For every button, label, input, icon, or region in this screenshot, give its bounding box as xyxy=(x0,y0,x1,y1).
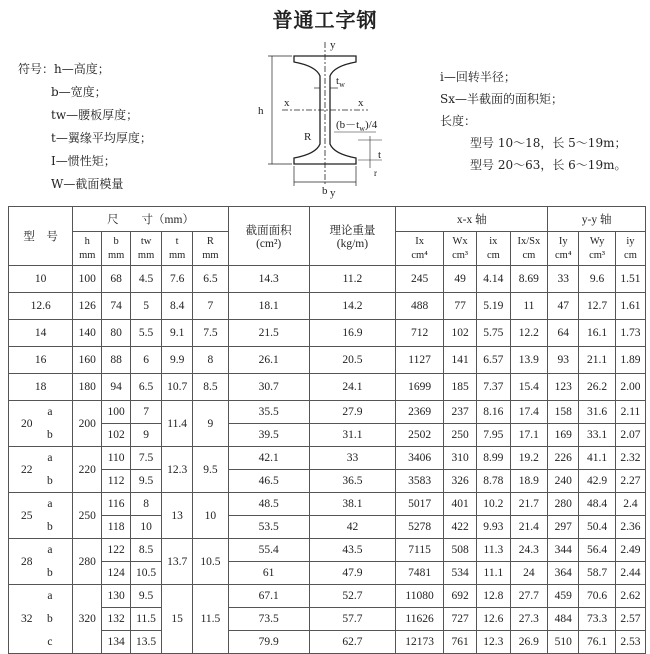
table-cell: 56.4 xyxy=(579,539,616,562)
legend-item: I—惯性矩； xyxy=(51,154,116,168)
table-cell: 7.95 xyxy=(477,424,510,447)
table-cell: 508 xyxy=(443,539,476,562)
table-cell: 7481 xyxy=(396,562,444,585)
header-weight: 理论重量 (kg/m) xyxy=(309,207,396,266)
table-row xyxy=(9,320,646,347)
table-cell: 712 xyxy=(396,320,444,347)
table-cell: 47.9 xyxy=(309,562,396,585)
x-label-right: x xyxy=(358,97,364,109)
table-cell: 32 a b c xyxy=(9,585,73,654)
i-beam-spec-table xyxy=(8,206,646,654)
table-cell: 42.1 xyxy=(228,447,309,470)
header-dimensions: 尺 寸（mm） xyxy=(73,207,228,232)
table-cell: 62.7 xyxy=(309,631,396,654)
table-cell: 422 xyxy=(443,516,476,539)
table-cell: 74 xyxy=(102,293,131,320)
table-cell: 7 xyxy=(131,401,162,424)
table-cell: 2.53 xyxy=(615,631,645,654)
table-cell: 16.9 xyxy=(309,320,396,347)
table-cell: 401 xyxy=(443,493,476,516)
table-row xyxy=(9,470,646,493)
legend-item: t—翼缘平均厚度； xyxy=(51,131,152,145)
table-cell: 16 xyxy=(9,347,73,374)
table-cell: 21.5 xyxy=(228,320,309,347)
table-cell: 39.5 xyxy=(228,424,309,447)
table-cell: 28 a b xyxy=(9,539,73,585)
table-cell: 10 xyxy=(131,516,162,539)
legend-item: Sx—半截面的面积矩； xyxy=(440,92,563,106)
table-cell: 48.4 xyxy=(579,493,616,516)
table-row xyxy=(9,347,646,374)
table-cell: 280 xyxy=(548,493,579,516)
table-cell: 9 xyxy=(193,401,229,447)
table-cell: 42 xyxy=(309,516,396,539)
table-cell: 11626 xyxy=(396,608,444,631)
table-cell: 8.69 xyxy=(510,266,548,293)
table-cell: 459 xyxy=(548,585,579,608)
column-header: Iy cm⁴ xyxy=(548,232,579,266)
column-header: R mm xyxy=(193,232,229,266)
table-cell: 226 xyxy=(548,447,579,470)
x-label-left: x xyxy=(284,97,290,109)
table-cell: 250 xyxy=(73,493,102,539)
table-cell: 53.5 xyxy=(228,516,309,539)
table-cell: 180 xyxy=(73,374,102,401)
table-cell: 33 xyxy=(548,266,579,293)
table-cell: 47 xyxy=(548,293,579,320)
table-cell: 126 xyxy=(73,293,102,320)
i-beam-diagram xyxy=(254,36,404,201)
table-cell: 18 xyxy=(9,374,73,401)
table-row xyxy=(9,516,646,539)
table-cell: 102 xyxy=(102,424,131,447)
table-cell: 132 xyxy=(102,608,131,631)
table-cell: 8.4 xyxy=(162,293,193,320)
table-cell: 12.7 xyxy=(579,293,616,320)
table-cell: 9.1 xyxy=(162,320,193,347)
table-cell: 280 xyxy=(73,539,102,585)
column-header: t mm xyxy=(162,232,193,266)
table-cell: 240 xyxy=(548,470,579,493)
table-cell: 12.2 xyxy=(510,320,548,347)
table-cell: 140 xyxy=(73,320,102,347)
table-cell: 14 xyxy=(9,320,73,347)
table-cell: 1.51 xyxy=(615,266,645,293)
table-cell: 12173 xyxy=(396,631,444,654)
table-cell: 4.14 xyxy=(477,266,510,293)
table-cell: 2369 xyxy=(396,401,444,424)
table-cell: 5.19 xyxy=(477,293,510,320)
table-cell: 57.7 xyxy=(309,608,396,631)
table-cell: 11080 xyxy=(396,585,444,608)
table-cell: 2.4 xyxy=(615,493,645,516)
table-cell: 20.5 xyxy=(309,347,396,374)
table-cell: 364 xyxy=(548,562,579,585)
table-row xyxy=(9,562,646,585)
table-row xyxy=(9,424,646,447)
table-cell: 7115 xyxy=(396,539,444,562)
table-cell: 22 a b xyxy=(9,447,73,493)
column-header: Ix/Sx cm xyxy=(510,232,548,266)
table-cell: 36.5 xyxy=(309,470,396,493)
column-header: Wx cm³ xyxy=(443,232,476,266)
length-legend xyxy=(440,66,626,176)
table-cell: 31.1 xyxy=(309,424,396,447)
table-cell: 116 xyxy=(102,493,131,516)
header-yy-axis: y-y 轴 xyxy=(548,207,646,232)
legend-item: W—截面模量 xyxy=(51,177,124,191)
table-cell: 26.2 xyxy=(579,374,616,401)
table-cell: 19.2 xyxy=(510,447,548,470)
table-cell: 134 xyxy=(102,631,131,654)
table-cell: 727 xyxy=(443,608,476,631)
table-cell: 118 xyxy=(102,516,131,539)
table-cell: 33.1 xyxy=(579,424,616,447)
table-cell: 52.7 xyxy=(309,585,396,608)
table-cell: 24.3 xyxy=(510,539,548,562)
table-cell: 1699 xyxy=(396,374,444,401)
table-cell: 8 xyxy=(131,493,162,516)
table-cell: 9.5 xyxy=(131,585,162,608)
table-cell: 88 xyxy=(102,347,131,374)
table-cell: 13 xyxy=(162,493,193,539)
table-cell: 100 xyxy=(73,266,102,293)
table-cell: 12.8 xyxy=(477,585,510,608)
symbol-legend xyxy=(18,58,152,196)
table-row xyxy=(9,585,646,608)
t-label: t xyxy=(378,149,382,161)
table-cell: 20 a b xyxy=(9,401,73,447)
table-cell: 1.89 xyxy=(615,347,645,374)
table-cell: 169 xyxy=(548,424,579,447)
table-cell: 12.6 xyxy=(477,608,510,631)
table-cell: 344 xyxy=(548,539,579,562)
table-cell: 42.9 xyxy=(579,470,616,493)
page-title: 普通工字钢 xyxy=(272,8,378,32)
table-cell: 49 xyxy=(443,266,476,293)
table-row xyxy=(9,608,646,631)
table-cell: 7.37 xyxy=(477,374,510,401)
table-cell: 158 xyxy=(548,401,579,424)
table-cell: 76.1 xyxy=(579,631,616,654)
table-cell: 46.5 xyxy=(228,470,309,493)
table-cell: 11.5 xyxy=(193,585,229,654)
table-cell: 61 xyxy=(228,562,309,585)
table-cell: 488 xyxy=(396,293,444,320)
column-header: tw mm xyxy=(131,232,162,266)
table-cell: 18.1 xyxy=(228,293,309,320)
table-cell: 8.5 xyxy=(131,539,162,562)
column-header: ix cm xyxy=(477,232,510,266)
column-header: h mm xyxy=(73,232,102,266)
table-cell: 9.6 xyxy=(579,266,616,293)
table-cell: 6.5 xyxy=(131,374,162,401)
table-cell: 320 xyxy=(73,585,102,654)
table-cell: 27.9 xyxy=(309,401,396,424)
header-area: 截面面积 (cm²) xyxy=(228,207,309,266)
table-cell: 326 xyxy=(443,470,476,493)
table-cell: 27.3 xyxy=(510,608,548,631)
table-cell: 2.07 xyxy=(615,424,645,447)
table-cell: 12.6 xyxy=(9,293,73,320)
table-cell: 30.7 xyxy=(228,374,309,401)
table-cell: 7 xyxy=(193,293,229,320)
table-cell: 2.44 xyxy=(615,562,645,585)
table-cell: 110 xyxy=(102,447,131,470)
table-cell: 8.16 xyxy=(477,401,510,424)
table-cell: 5278 xyxy=(396,516,444,539)
table-cell: 9.5 xyxy=(131,470,162,493)
table-cell: 8 xyxy=(193,347,229,374)
table-cell: 692 xyxy=(443,585,476,608)
table-cell: 5.5 xyxy=(131,320,162,347)
table-cell: 48.5 xyxy=(228,493,309,516)
table-cell: 21.7 xyxy=(510,493,548,516)
legend-item: tw—腰板厚度； xyxy=(51,108,139,122)
table-cell: 124 xyxy=(102,562,131,585)
table-cell: 9.93 xyxy=(477,516,510,539)
legend-item: 长度： xyxy=(440,114,477,128)
legend-item: b—宽度； xyxy=(51,85,107,99)
header-xx-axis: x-x 轴 xyxy=(396,207,548,232)
table-cell: 6.57 xyxy=(477,347,510,374)
table-cell: 245 xyxy=(396,266,444,293)
table-cell: 73.3 xyxy=(579,608,616,631)
table-cell: 13.7 xyxy=(162,539,193,585)
table-cell: 250 xyxy=(443,424,476,447)
table-cell: 58.7 xyxy=(579,562,616,585)
b-label: b xyxy=(322,185,328,197)
table-cell: 12.3 xyxy=(162,447,193,493)
y-label-top: y xyxy=(330,39,336,51)
table-cell: 200 xyxy=(73,401,102,447)
table-cell: 21.4 xyxy=(510,516,548,539)
table-row xyxy=(9,266,646,293)
table-cell: 8.78 xyxy=(477,470,510,493)
table-cell: 11.5 xyxy=(131,608,162,631)
r-label: R xyxy=(304,131,312,143)
table-cell: 31.6 xyxy=(579,401,616,424)
table-cell: 1.73 xyxy=(615,320,645,347)
table-cell: 10.2 xyxy=(477,493,510,516)
table-cell: 43.5 xyxy=(309,539,396,562)
table-cell: 4.5 xyxy=(131,266,162,293)
table-cell: 24 xyxy=(510,562,548,585)
table-row xyxy=(9,374,646,401)
table-cell: 18.9 xyxy=(510,470,548,493)
table-cell: 141 xyxy=(443,347,476,374)
table-cell: 16.1 xyxy=(579,320,616,347)
table-cell: 2.11 xyxy=(615,401,645,424)
legend-item: 型号 20～63，长 6～19m。 xyxy=(470,158,627,172)
table-cell: 534 xyxy=(443,562,476,585)
column-header: Wy cm³ xyxy=(579,232,616,266)
table-row xyxy=(9,447,646,470)
table-cell: 64 xyxy=(548,320,579,347)
table-cell: 102 xyxy=(443,320,476,347)
column-header: Ix cm⁴ xyxy=(396,232,444,266)
table-cell: 1127 xyxy=(396,347,444,374)
table-cell: 9.9 xyxy=(162,347,193,374)
table-cell: 122 xyxy=(102,539,131,562)
table-cell: 80 xyxy=(102,320,131,347)
table-cell: 11.1 xyxy=(477,562,510,585)
table-cell: 8.99 xyxy=(477,447,510,470)
table-cell: 2.36 xyxy=(615,516,645,539)
table-cell: 5.75 xyxy=(477,320,510,347)
table-cell: 2502 xyxy=(396,424,444,447)
table-cell: 11.3 xyxy=(477,539,510,562)
table-cell: 33 xyxy=(309,447,396,470)
legend-item: 型号 10～18，长 5～19m； xyxy=(470,136,627,150)
table-cell: 13.5 xyxy=(131,631,162,654)
table-cell: 9 xyxy=(131,424,162,447)
table-cell: 93 xyxy=(548,347,579,374)
table-cell: 6.5 xyxy=(193,266,229,293)
table-cell: 484 xyxy=(548,608,579,631)
table-cell: 15.4 xyxy=(510,374,548,401)
column-header: iy cm xyxy=(615,232,645,266)
table-cell: 17.4 xyxy=(510,401,548,424)
table-cell: 11.4 xyxy=(162,401,193,447)
table-cell: 10 xyxy=(193,493,229,539)
table-cell: 2.27 xyxy=(615,470,645,493)
table-cell: 297 xyxy=(548,516,579,539)
table-cell: 25 a b xyxy=(9,493,73,539)
table-cell: 3583 xyxy=(396,470,444,493)
table-cell: 130 xyxy=(102,585,131,608)
table-cell: 10 xyxy=(9,266,73,293)
table-cell: 12.3 xyxy=(477,631,510,654)
table-cell: 21.1 xyxy=(579,347,616,374)
table-cell: 15 xyxy=(162,585,193,654)
table-row xyxy=(9,401,646,424)
column-header: b mm xyxy=(102,232,131,266)
table-cell: 26.1 xyxy=(228,347,309,374)
table-cell: 2.62 xyxy=(615,585,645,608)
table-cell: 24.1 xyxy=(309,374,396,401)
table-cell: 185 xyxy=(443,374,476,401)
h-label: h xyxy=(258,105,264,117)
table-cell: 27.7 xyxy=(510,585,548,608)
table-cell: 8.5 xyxy=(193,374,229,401)
table-cell: 7.5 xyxy=(193,320,229,347)
table-cell: 79.9 xyxy=(228,631,309,654)
table-cell: 2.49 xyxy=(615,539,645,562)
table-cell: 100 xyxy=(102,401,131,424)
table-cell: 2.57 xyxy=(615,608,645,631)
table-cell: 6 xyxy=(131,347,162,374)
tw-label: $t_w$ xyxy=(336,75,345,89)
table-row xyxy=(9,293,646,320)
table-cell: 26.9 xyxy=(510,631,548,654)
legend-item: 符号：h—高度； xyxy=(18,62,110,76)
table-cell: 761 xyxy=(443,631,476,654)
table-cell: 67.1 xyxy=(228,585,309,608)
table-cell: 14.3 xyxy=(228,266,309,293)
table-cell: 2.00 xyxy=(615,374,645,401)
y-label-bottom: y xyxy=(330,187,336,199)
legend-item: i—回转半径； xyxy=(440,70,516,84)
header-model: 型 号 xyxy=(9,207,73,266)
table-cell: 310 xyxy=(443,447,476,470)
table-cell: 112 xyxy=(102,470,131,493)
table-cell: 123 xyxy=(548,374,579,401)
formula-label: $(b-t_w)/4$ xyxy=(336,119,378,133)
table-cell: 70.6 xyxy=(579,585,616,608)
table-cell: 94 xyxy=(102,374,131,401)
table-cell: 10.5 xyxy=(131,562,162,585)
table-cell: 35.5 xyxy=(228,401,309,424)
table-row xyxy=(9,631,646,654)
table-cell: 9.5 xyxy=(193,447,229,493)
table-cell: 237 xyxy=(443,401,476,424)
table-cell: 5 xyxy=(131,293,162,320)
table-cell: 14.2 xyxy=(309,293,396,320)
table-cell: 73.5 xyxy=(228,608,309,631)
table-cell: 17.1 xyxy=(510,424,548,447)
r1-label: r xyxy=(374,168,377,178)
table-cell: 50.4 xyxy=(579,516,616,539)
table-cell: 11.2 xyxy=(309,266,396,293)
table-row xyxy=(9,539,646,562)
table-cell: 5017 xyxy=(396,493,444,516)
table-cell: 68 xyxy=(102,266,131,293)
table-cell: 10.5 xyxy=(193,539,229,585)
table-cell: 38.1 xyxy=(309,493,396,516)
table-cell: 510 xyxy=(548,631,579,654)
table-cell: 2.32 xyxy=(615,447,645,470)
table-cell: 41.1 xyxy=(579,447,616,470)
table-cell: 55.4 xyxy=(228,539,309,562)
table-cell: 77 xyxy=(443,293,476,320)
table-cell: 160 xyxy=(73,347,102,374)
table-cell: 7.6 xyxy=(162,266,193,293)
table-cell: 7.5 xyxy=(131,447,162,470)
table-row xyxy=(9,493,646,516)
table-cell: 13.9 xyxy=(510,347,548,374)
table-cell: 10.7 xyxy=(162,374,193,401)
table-cell: 3406 xyxy=(396,447,444,470)
table-cell: 220 xyxy=(73,447,102,493)
table-cell: 11 xyxy=(510,293,548,320)
table-cell: 1.61 xyxy=(615,293,645,320)
